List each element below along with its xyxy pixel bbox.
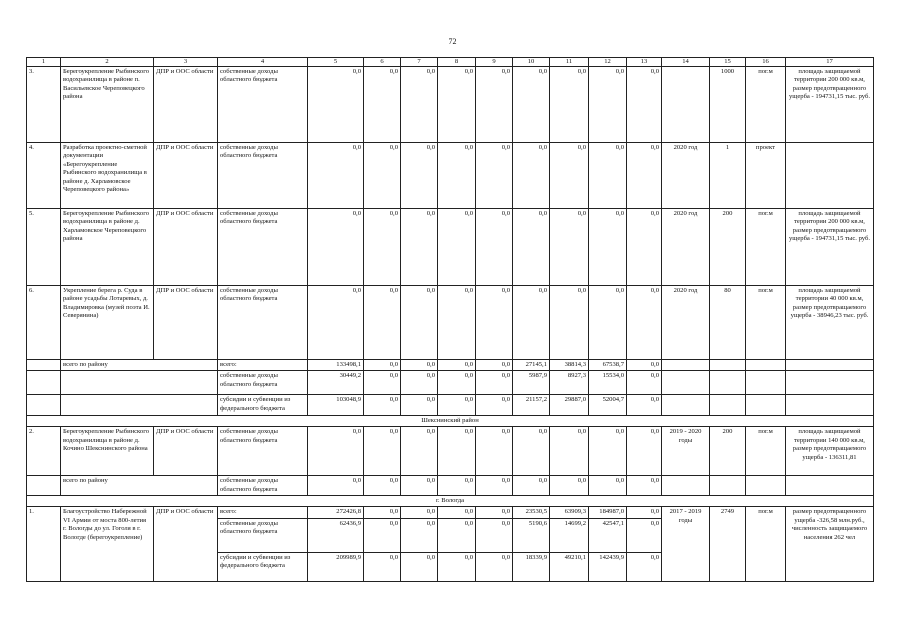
amount-cell: 0,0 (364, 67, 401, 143)
executor: ДПР и ООС области (154, 67, 218, 143)
amount-cell: 0,0 (476, 371, 513, 395)
section-title-vologda: г. Вологда (27, 496, 874, 507)
amount-cell: 0,0 (589, 286, 627, 360)
amount-cell: 0,0 (627, 67, 662, 143)
empty-cell (710, 395, 746, 416)
quantity-cell: 200 (710, 427, 746, 476)
table-row (27, 507, 874, 518)
amount-cell: 0,0 (401, 67, 438, 143)
empty-cell (662, 476, 710, 496)
executor: ДПР и ООС области (154, 209, 218, 286)
col-header: 5 (308, 58, 364, 67)
executor: ДПР и ООС области (154, 286, 218, 360)
funding-source: собственные доходы областного бюджета (218, 286, 308, 360)
amount-cell: 18339,9 (513, 552, 550, 581)
unit-cell: пог.м (746, 67, 786, 143)
amount-cell: 0,0 (308, 209, 364, 286)
amount-cell: 0,0 (308, 143, 364, 209)
col-header: 9 (476, 58, 513, 67)
amount-cell: 0,0 (308, 476, 364, 496)
amount-cell: 0,0 (438, 67, 476, 143)
col-header: 6 (364, 58, 401, 67)
amount-cell: 0,0 (476, 507, 513, 518)
amount-cell: 0,0 (513, 476, 550, 496)
amount-cell: 0,0 (364, 143, 401, 209)
amount-cell: 0,0 (401, 395, 438, 416)
quantity-cell: 1000 (710, 67, 746, 143)
amount-cell: 27145,1 (513, 360, 550, 371)
unit-cell: пог.м (746, 209, 786, 286)
quantity-cell: 200 (710, 209, 746, 286)
empty-cell (786, 360, 874, 371)
amount-cell: 0,0 (476, 476, 513, 496)
amount-cell: 0,0 (438, 209, 476, 286)
amount-cell: 67538,7 (589, 360, 627, 371)
amount-cell: 0,0 (401, 552, 438, 581)
period-cell: 2020 год (662, 209, 710, 286)
result-cell: площадь защищаемой территории 200 000 кв.м, размер предотвращаемого ущерба - 194731,15 тыс. руб. (786, 209, 874, 286)
col-header: 13 (627, 58, 662, 67)
amount-cell: 0,0 (401, 286, 438, 360)
amount-cell: 103048,9 (308, 395, 364, 416)
table-row (27, 286, 874, 360)
amount-cell: 0,0 (476, 67, 513, 143)
amount-cell: 0,0 (513, 67, 550, 143)
amount-cell: 0,0 (308, 427, 364, 476)
amount-cell: 0,0 (589, 427, 627, 476)
amount-cell: 0,0 (401, 518, 438, 552)
empty-cell (746, 476, 786, 496)
funding-source: субсидии и субвенции из федерального бюджета (218, 395, 308, 416)
row-number: 6. (27, 286, 61, 360)
result-cell: площадь защищаемой территории 140 000 кв.м, размер предотвращаемого ущерба - 136311,81 (786, 427, 874, 476)
amount-cell: 0,0 (550, 476, 589, 496)
funding-source: собственные доходы областного бюджета (218, 427, 308, 476)
event-name: Укрепление берега р. Суда в районе усадьбы Лотаревых, д. Владимировка (музей поэта И. Северянина) (61, 286, 154, 360)
empty-cell (746, 395, 786, 416)
table-row (27, 209, 874, 286)
amount-cell: 0,0 (550, 286, 589, 360)
amount-cell: 30449,2 (308, 371, 364, 395)
event-name: Благоустройство Набережной VI Армии от моста 800-летия г. Вологды до ул. Гоголя в г. Вологде (берегоукрепление) (61, 507, 154, 581)
unit-cell: пог.м (746, 427, 786, 476)
amount-cell: 5987,9 (513, 371, 550, 395)
period-cell: 2019 - 2020 годы (662, 427, 710, 476)
empty-cell (746, 360, 786, 371)
amount-cell: 63909,3 (550, 507, 589, 518)
amount-cell: 0,0 (438, 518, 476, 552)
district-total-row (27, 395, 874, 416)
funding-source: всего: (218, 360, 308, 371)
amount-cell: 0,0 (550, 143, 589, 209)
empty-cell (786, 395, 874, 416)
amount-cell: 0,0 (438, 476, 476, 496)
amount-cell: 0,0 (438, 371, 476, 395)
row-number: 5. (27, 209, 61, 286)
period-cell: 2020 год (662, 286, 710, 360)
district-total-row (27, 360, 874, 371)
amount-cell: 0,0 (589, 209, 627, 286)
amount-cell: 0,0 (550, 67, 589, 143)
amount-cell: 0,0 (627, 286, 662, 360)
section-row (27, 496, 874, 507)
amount-cell: 0,0 (627, 371, 662, 395)
row-number: 2. (27, 427, 61, 476)
col-header: 14 (662, 58, 710, 67)
row-number: 1. (27, 507, 61, 581)
amount-cell: 0,0 (401, 507, 438, 518)
amount-cell: 0,0 (476, 427, 513, 476)
executor: ДПР и ООС области (154, 427, 218, 476)
row-number: 4. (27, 143, 61, 209)
amount-cell: 0,0 (401, 427, 438, 476)
executor: ДПР и ООС области (154, 507, 218, 581)
result-cell: площадь защищаемой территории 40 000 кв.м, размер предотвращаемого ущерба - 38946,23 тыс. руб. (786, 286, 874, 360)
amount-cell: 209989,9 (308, 552, 364, 581)
funding-source: собственные доходы областного бюджета (218, 371, 308, 395)
amount-cell: 0,0 (627, 395, 662, 416)
amount-cell: 0,0 (438, 552, 476, 581)
section-title-sheksna: Шекснинский район (27, 416, 874, 427)
amount-cell: 23530,5 (513, 507, 550, 518)
amount-cell: 0,0 (513, 143, 550, 209)
unit-cell: проект (746, 143, 786, 209)
period-cell: 2017 - 2019 годы (662, 507, 710, 581)
event-name: Берегоукрепление Рыбинского водохранилища в районе д. Кочино Шекснинского района (61, 427, 154, 476)
amount-cell: 0,0 (550, 209, 589, 286)
amount-cell: 0,0 (627, 209, 662, 286)
amount-cell: 272426,8 (308, 507, 364, 518)
section-row (27, 416, 874, 427)
amount-cell: 133498,1 (308, 360, 364, 371)
executor: ДПР и ООС области (154, 143, 218, 209)
quantity-cell: 2749 (710, 507, 746, 581)
col-header: 3 (154, 58, 218, 67)
amount-cell: 0,0 (438, 143, 476, 209)
amount-cell: 0,0 (627, 552, 662, 581)
funding-source: собственные доходы областного бюджета (218, 67, 308, 143)
event-name: Берегоукрепление Рыбинского водохранилища в районе д. Харламовское Череповецкого района (61, 209, 154, 286)
period-cell: 2020 год (662, 143, 710, 209)
amount-cell: 8927,3 (550, 371, 589, 395)
funding-source: собственные доходы областного бюджета (218, 143, 308, 209)
result-cell (786, 143, 874, 209)
amount-cell: 0,0 (589, 476, 627, 496)
empty-cell (786, 371, 874, 395)
amount-cell: 142439,9 (589, 552, 627, 581)
empty-cell (27, 395, 61, 416)
amount-cell: 14699,2 (550, 518, 589, 552)
column-number-row (27, 58, 874, 67)
period-cell (662, 67, 710, 143)
budget-table (26, 57, 874, 582)
amount-cell: 184987,0 (589, 507, 627, 518)
amount-cell: 0,0 (364, 427, 401, 476)
funding-source: собственные доходы областного бюджета (218, 209, 308, 286)
amount-cell: 0,0 (401, 360, 438, 371)
col-header: 17 (786, 58, 874, 67)
table-row (27, 67, 874, 143)
empty-cell (710, 371, 746, 395)
event-name: Берегоукрепление Рыбинского водохранилища в районе п. Васильевское Череповецкого района (61, 67, 154, 143)
amount-cell: 0,0 (364, 395, 401, 416)
funding-source: собственные доходы областного бюджета (218, 476, 308, 496)
amount-cell: 29887,0 (550, 395, 589, 416)
amount-cell: 0,0 (308, 286, 364, 360)
amount-cell: 0,0 (476, 286, 513, 360)
amount-cell: 0,0 (476, 518, 513, 552)
result-cell: размер предотвращенного ущерба -326,58 млн.руб., численность защищаемого населения 262 чел (786, 507, 874, 581)
amount-cell: 21157,2 (513, 395, 550, 416)
empty-cell (710, 360, 746, 371)
amount-cell: 0,0 (438, 395, 476, 416)
amount-cell: 0,0 (627, 360, 662, 371)
amount-cell: 0,0 (476, 209, 513, 286)
col-header: 12 (589, 58, 627, 67)
event-name: Разработка проектно-сметной документации «Берегоукрепление Рыбинского водохранилища в районе д. Харламовское Череповецкого района» (61, 143, 154, 209)
amount-cell: 0,0 (476, 395, 513, 416)
row-number: 3. (27, 67, 61, 143)
amount-cell: 0,0 (364, 371, 401, 395)
amount-cell: 0,0 (627, 507, 662, 518)
district-total-row (27, 476, 874, 496)
amount-cell: 0,0 (513, 286, 550, 360)
amount-cell: 0,0 (476, 360, 513, 371)
col-header: 11 (550, 58, 589, 67)
funding-source: собственные доходы областного бюджета (218, 518, 308, 552)
funding-source: всего: (218, 507, 308, 518)
amount-cell: 0,0 (438, 286, 476, 360)
amount-cell: 0,0 (308, 67, 364, 143)
amount-cell: 0,0 (438, 507, 476, 518)
amount-cell: 0,0 (364, 286, 401, 360)
table-row (27, 143, 874, 209)
amount-cell: 0,0 (364, 518, 401, 552)
amount-cell: 0,0 (476, 552, 513, 581)
amount-cell: 0,0 (589, 143, 627, 209)
empty-cell (662, 371, 710, 395)
amount-cell: 15534,0 (589, 371, 627, 395)
amount-cell: 0,0 (364, 360, 401, 371)
amount-cell: 49210,1 (550, 552, 589, 581)
amount-cell: 0,0 (550, 427, 589, 476)
amount-cell: 62436,9 (308, 518, 364, 552)
empty-cell (746, 371, 786, 395)
funding-source: субсидии и субвенции из федерального бюджета (218, 552, 308, 581)
empty-cell (61, 371, 218, 395)
unit-cell: пог.м (746, 286, 786, 360)
col-header: 16 (746, 58, 786, 67)
amount-cell: 0,0 (401, 209, 438, 286)
amount-cell: 0,0 (438, 427, 476, 476)
empty-cell (662, 395, 710, 416)
empty-cell (61, 395, 218, 416)
col-header: 7 (401, 58, 438, 67)
district-total-row (27, 371, 874, 395)
col-header: 4 (218, 58, 308, 67)
district-total-label: всего по району (61, 476, 218, 496)
col-header: 2 (61, 58, 154, 67)
col-header: 15 (710, 58, 746, 67)
page-number: 72 (448, 37, 457, 46)
empty-cell (786, 476, 874, 496)
amount-cell: 0,0 (627, 427, 662, 476)
district-total-label: всего по району (61, 360, 218, 371)
amount-cell: 0,0 (401, 143, 438, 209)
amount-cell: 0,0 (627, 476, 662, 496)
amount-cell: 0,0 (364, 552, 401, 581)
result-cell: площадь защищаемой территории 200 000 кв.м, размер предотвращенного ущерба - 194731,15 тыс. руб. (786, 67, 874, 143)
col-header: 1 (27, 58, 61, 67)
quantity-cell: 80 (710, 286, 746, 360)
empty-cell (27, 371, 61, 395)
amount-cell: 0,0 (627, 518, 662, 552)
empty-cell (662, 360, 710, 371)
empty-cell (710, 476, 746, 496)
amount-cell: 0,0 (627, 143, 662, 209)
amount-cell: 0,0 (364, 476, 401, 496)
amount-cell: 0,0 (438, 360, 476, 371)
empty-cell (27, 476, 61, 496)
empty-cell (27, 360, 61, 371)
amount-cell: 0,0 (401, 476, 438, 496)
amount-cell: 52004,7 (589, 395, 627, 416)
amount-cell: 0,0 (401, 371, 438, 395)
amount-cell: 0,0 (589, 67, 627, 143)
amount-cell: 5190,6 (513, 518, 550, 552)
unit-cell: пог.м (746, 507, 786, 581)
amount-cell: 38814,3 (550, 360, 589, 371)
col-header: 8 (438, 58, 476, 67)
quantity-cell: 1 (710, 143, 746, 209)
amount-cell: 0,0 (476, 143, 513, 209)
table-row (27, 427, 874, 476)
amount-cell: 0,0 (364, 209, 401, 286)
amount-cell: 0,0 (364, 507, 401, 518)
amount-cell: 0,0 (513, 427, 550, 476)
amount-cell: 0,0 (513, 209, 550, 286)
col-header: 10 (513, 58, 550, 67)
amount-cell: 42547,1 (589, 518, 627, 552)
